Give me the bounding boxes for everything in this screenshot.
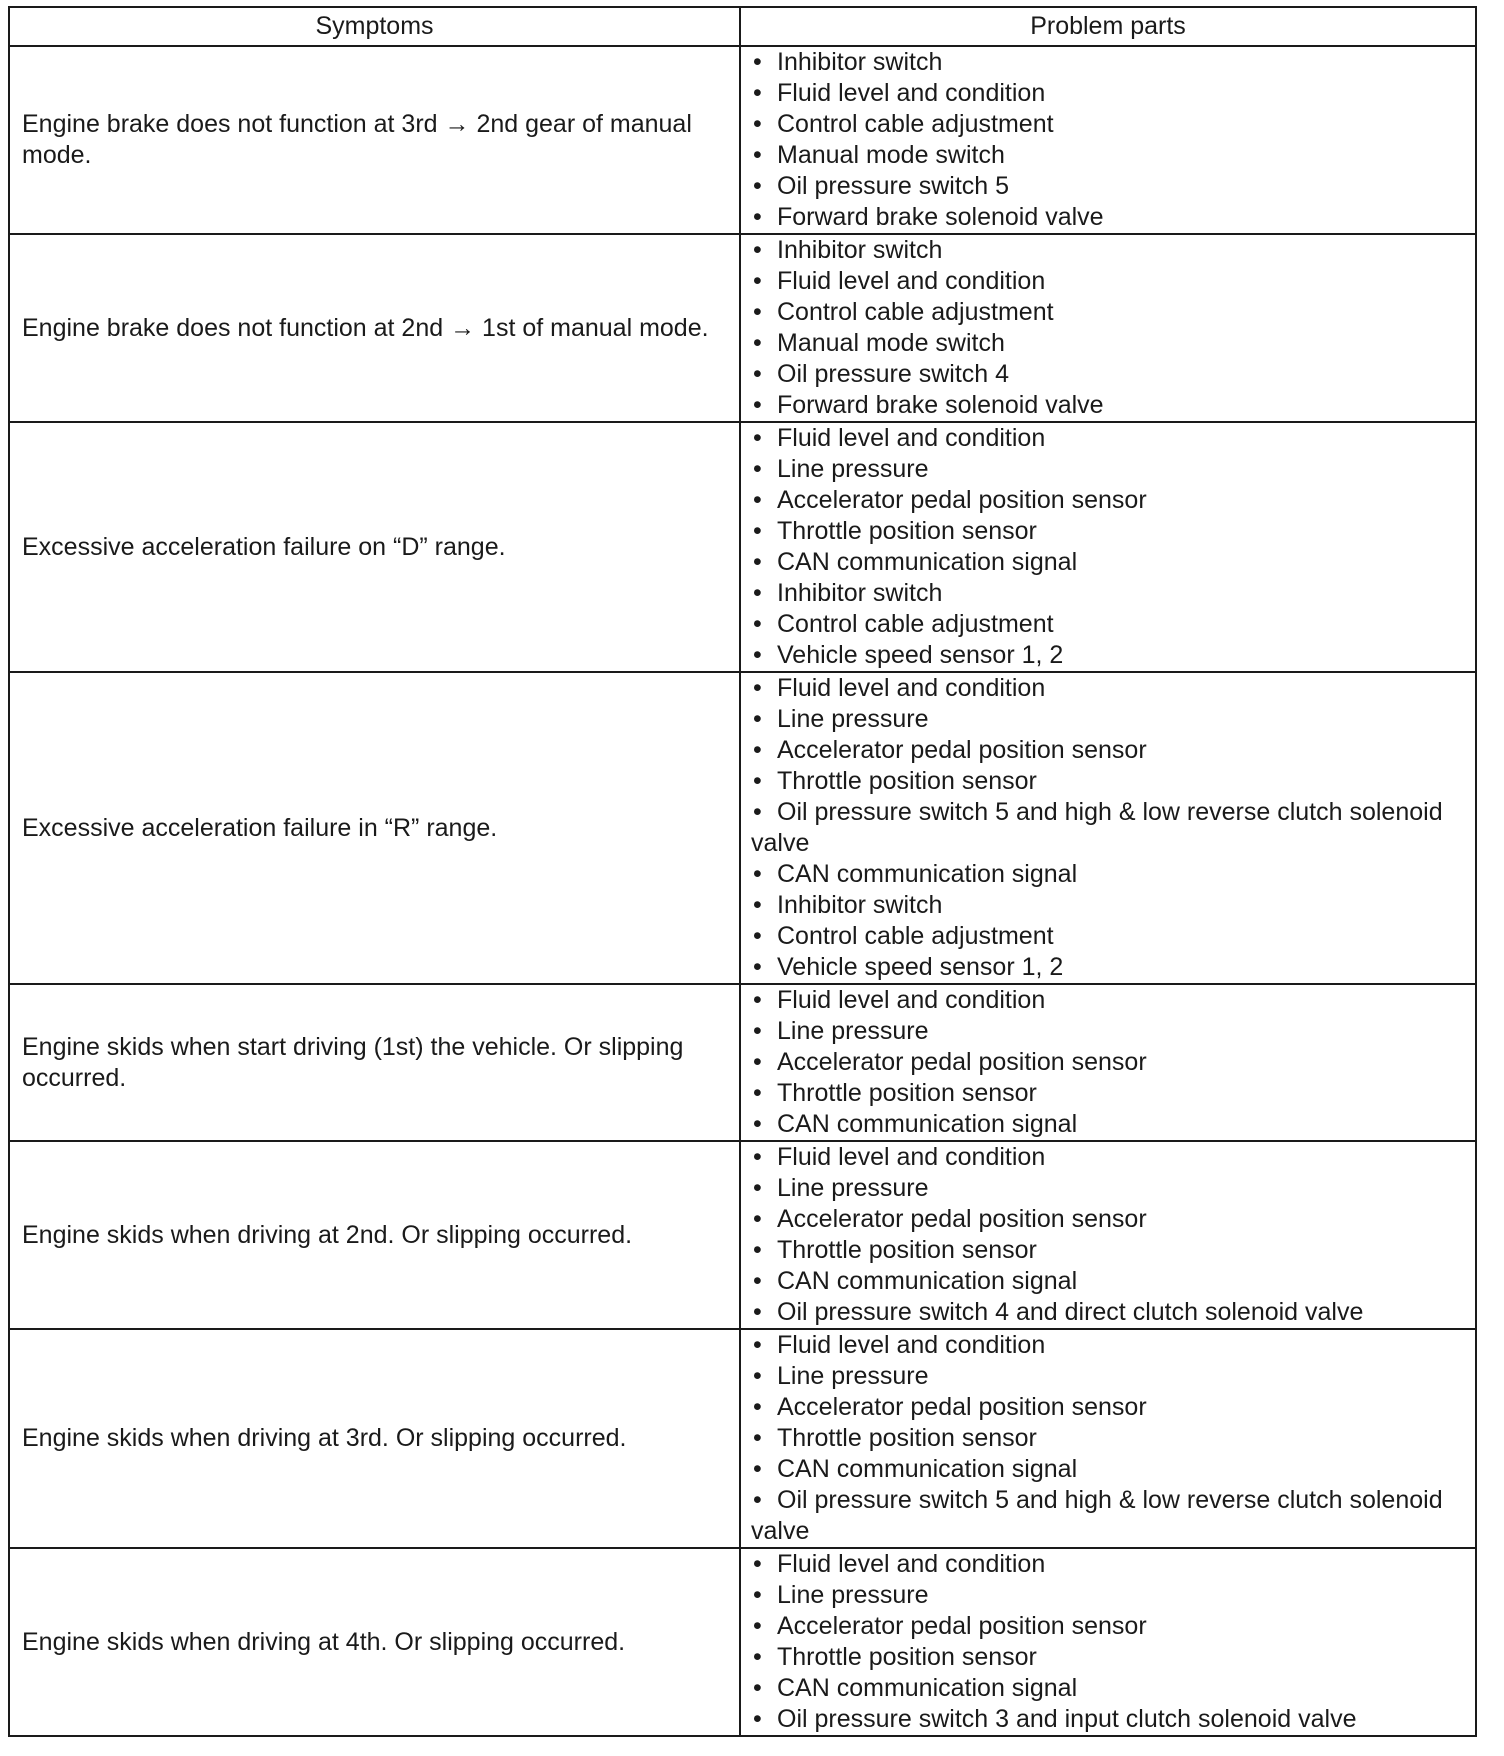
problem-parts-cell xyxy=(740,46,1476,234)
bullet-icon: • xyxy=(753,798,762,826)
list-item xyxy=(751,673,1465,704)
problem-part-text: Fluid level and condition xyxy=(777,1550,1046,1578)
bullet-icon: • xyxy=(753,1581,762,1609)
list-item xyxy=(751,423,1465,454)
list-item xyxy=(751,766,1465,797)
problem-part-text: Manual mode switch xyxy=(777,141,1005,169)
table-row xyxy=(9,984,1476,1141)
symptoms-column-header: Symptoms xyxy=(9,7,740,46)
table-row xyxy=(9,1329,1476,1548)
problem-part-text: CAN communication signal xyxy=(777,1110,1078,1138)
list-item xyxy=(751,140,1465,171)
symptom-cell: Excessive acceleration failure on “D” range. xyxy=(9,422,740,672)
symptom-cell: Engine skids when driving at 2nd. Or slipping occurred. xyxy=(9,1141,740,1329)
list-item xyxy=(751,1392,1465,1423)
bullet-icon: • xyxy=(753,922,762,950)
problem-part-text: Oil pressure switch 4 and direct clutch solenoid valve xyxy=(777,1298,1364,1326)
problem-parts-cell xyxy=(740,422,1476,672)
problem-parts-cell xyxy=(740,234,1476,422)
list-item xyxy=(751,235,1465,266)
problem-parts-list xyxy=(751,1330,1465,1547)
problem-parts-list xyxy=(751,1549,1465,1735)
problem-part-text: Accelerator pedal position sensor xyxy=(777,736,1147,764)
table-row xyxy=(9,672,1476,984)
problem-part-text: Fluid level and condition xyxy=(777,79,1046,107)
table-row xyxy=(9,422,1476,672)
bullet-icon: • xyxy=(753,641,762,669)
list-item xyxy=(751,328,1465,359)
problem-parts-list xyxy=(751,673,1465,983)
list-item xyxy=(751,171,1465,202)
problem-part-text: Fluid level and condition xyxy=(777,1331,1046,1359)
bullet-icon: • xyxy=(753,267,762,295)
list-item xyxy=(751,1078,1465,1109)
problem-part-text: Accelerator pedal position sensor xyxy=(777,486,1147,514)
bullet-icon: • xyxy=(753,986,762,1014)
list-item xyxy=(751,1297,1465,1328)
list-item xyxy=(751,1266,1465,1297)
document-page xyxy=(8,6,1475,1737)
symptom-cell: Engine brake does not function at 3rd → 2nd gear of manual mode. xyxy=(9,46,740,234)
symptom-cell: Engine brake does not function at 2nd → 1st of manual mode. xyxy=(9,234,740,422)
bullet-icon: • xyxy=(753,1298,762,1326)
bullet-icon: • xyxy=(753,79,762,107)
problem-part-text: Throttle position sensor xyxy=(777,1643,1037,1671)
symptom-cell: Engine skids when driving at 3rd. Or slipping occurred. xyxy=(9,1329,740,1548)
bullet-icon: • xyxy=(753,1674,762,1702)
problem-part-text: Inhibitor switch xyxy=(777,236,943,264)
list-item xyxy=(751,516,1465,547)
problem-part-text: Accelerator pedal position sensor xyxy=(777,1048,1147,1076)
problem-part-text: Throttle position sensor xyxy=(777,1424,1037,1452)
bullet-icon: • xyxy=(753,1048,762,1076)
list-item xyxy=(751,1454,1465,1485)
problem-part-text: Oil pressure switch 5 xyxy=(777,172,1010,200)
list-item xyxy=(751,1423,1465,1454)
bullet-icon: • xyxy=(753,172,762,200)
list-item xyxy=(751,109,1465,140)
problem-part-text: Fluid level and condition xyxy=(777,267,1046,295)
list-item xyxy=(751,985,1465,1016)
bullet-icon: • xyxy=(753,236,762,264)
list-item xyxy=(751,1142,1465,1173)
list-item xyxy=(751,1549,1465,1580)
list-item xyxy=(751,1235,1465,1266)
list-item xyxy=(751,1611,1465,1642)
bullet-icon: • xyxy=(753,1705,762,1733)
list-item xyxy=(751,1109,1465,1140)
table-row xyxy=(9,1141,1476,1329)
problem-parts-list xyxy=(751,423,1465,671)
bullet-icon: • xyxy=(753,1079,762,1107)
bullet-icon: • xyxy=(753,705,762,733)
list-item xyxy=(751,547,1465,578)
bullet-icon: • xyxy=(753,360,762,388)
list-item xyxy=(751,202,1465,233)
table-row xyxy=(9,234,1476,422)
bullet-icon: • xyxy=(753,1393,762,1421)
problem-part-text: Throttle position sensor xyxy=(777,767,1037,795)
list-item xyxy=(751,859,1465,890)
symptoms-table xyxy=(8,6,1477,1737)
bullet-icon: • xyxy=(753,1612,762,1640)
bullet-icon: • xyxy=(753,767,762,795)
problem-parts-column-header: Problem parts xyxy=(740,7,1476,46)
list-item xyxy=(751,1361,1465,1392)
problem-part-text: Throttle position sensor xyxy=(777,517,1037,545)
list-item xyxy=(751,1016,1465,1047)
bullet-icon: • xyxy=(753,1205,762,1233)
bullet-icon: • xyxy=(753,1017,762,1045)
problem-part-text: Control cable adjustment xyxy=(777,298,1054,326)
bullet-icon: • xyxy=(753,455,762,483)
bullet-icon: • xyxy=(753,1110,762,1138)
bullet-icon: • xyxy=(753,329,762,357)
list-item xyxy=(751,890,1465,921)
list-item xyxy=(751,640,1465,671)
problem-part-text: Control cable adjustment xyxy=(777,110,1054,138)
list-item xyxy=(751,1485,1465,1547)
bullet-icon: • xyxy=(753,1424,762,1452)
problem-part-text: Accelerator pedal position sensor xyxy=(777,1205,1147,1233)
bullet-icon: • xyxy=(753,891,762,919)
table-row xyxy=(9,46,1476,234)
bullet-icon: • xyxy=(753,486,762,514)
bullet-icon: • xyxy=(753,1486,762,1514)
problem-part-text: Fluid level and condition xyxy=(777,674,1046,702)
problem-part-text: Line pressure xyxy=(777,1174,929,1202)
problem-part-text: Line pressure xyxy=(777,1017,929,1045)
list-item xyxy=(751,359,1465,390)
problem-part-text: CAN communication signal xyxy=(777,1455,1078,1483)
problem-part-text: Fluid level and condition xyxy=(777,986,1046,1014)
list-item xyxy=(751,1173,1465,1204)
bullet-icon: • xyxy=(753,953,762,981)
problem-part-text: CAN communication signal xyxy=(777,548,1078,576)
list-item xyxy=(751,1704,1465,1735)
list-item xyxy=(751,266,1465,297)
bullet-icon: • xyxy=(753,736,762,764)
problem-part-text: CAN communication signal xyxy=(777,860,1078,888)
bullet-icon: • xyxy=(753,1550,762,1578)
problem-parts-list xyxy=(751,985,1465,1140)
problem-part-text: Oil pressure switch 5 and high & low reverse clutch solenoid valve xyxy=(751,1486,1443,1545)
problem-part-text: Line pressure xyxy=(777,1362,929,1390)
problem-part-text: Oil pressure switch 4 xyxy=(777,360,1010,388)
bullet-icon: • xyxy=(753,674,762,702)
problem-part-text: Fluid level and condition xyxy=(777,1143,1046,1171)
symptom-cell: Engine skids when start driving (1st) the vehicle. Or slipping occurred. xyxy=(9,984,740,1141)
bullet-icon: • xyxy=(753,391,762,419)
list-item xyxy=(751,1673,1465,1704)
list-item xyxy=(751,735,1465,766)
list-item xyxy=(751,1580,1465,1611)
list-item xyxy=(751,485,1465,516)
problem-part-text: Inhibitor switch xyxy=(777,48,943,76)
list-item xyxy=(751,47,1465,78)
list-item xyxy=(751,1330,1465,1361)
problem-part-text: Throttle position sensor xyxy=(777,1236,1037,1264)
problem-parts-cell xyxy=(740,1329,1476,1548)
header-row xyxy=(9,7,1476,46)
problem-part-text: Vehicle speed sensor 1, 2 xyxy=(777,641,1064,669)
bullet-icon: • xyxy=(753,203,762,231)
problem-parts-cell xyxy=(740,984,1476,1141)
bullet-icon: • xyxy=(753,141,762,169)
problem-parts-list xyxy=(751,47,1465,233)
bullet-icon: • xyxy=(753,1331,762,1359)
list-item xyxy=(751,454,1465,485)
problem-parts-cell xyxy=(740,1141,1476,1329)
list-item xyxy=(751,1642,1465,1673)
bullet-icon: • xyxy=(753,110,762,138)
bullet-icon: • xyxy=(753,1174,762,1202)
bullet-icon: • xyxy=(753,548,762,576)
problem-part-text: Line pressure xyxy=(777,455,929,483)
bullet-icon: • xyxy=(753,1643,762,1671)
symptom-cell: Engine skids when driving at 4th. Or slipping occurred. xyxy=(9,1548,740,1736)
problem-parts-cell xyxy=(740,672,1476,984)
list-item xyxy=(751,390,1465,421)
bullet-icon: • xyxy=(753,48,762,76)
problem-part-text: Inhibitor switch xyxy=(777,891,943,919)
problem-part-text: CAN communication signal xyxy=(777,1674,1078,1702)
problem-parts-list xyxy=(751,235,1465,421)
list-item xyxy=(751,921,1465,952)
problem-parts-cell xyxy=(740,1548,1476,1736)
problem-part-text: Line pressure xyxy=(777,1581,929,1609)
problem-part-text: Line pressure xyxy=(777,705,929,733)
bullet-icon: • xyxy=(753,1362,762,1390)
bullet-icon: • xyxy=(753,610,762,638)
table-body xyxy=(9,46,1476,1736)
problem-part-text: Control cable adjustment xyxy=(777,922,1054,950)
bullet-icon: • xyxy=(753,298,762,326)
problem-part-text: CAN communication signal xyxy=(777,1267,1078,1295)
list-item xyxy=(751,704,1465,735)
problem-part-text: Fluid level and condition xyxy=(777,424,1046,452)
problem-part-text: Vehicle speed sensor 1, 2 xyxy=(777,953,1064,981)
bullet-icon: • xyxy=(753,1267,762,1295)
table-row xyxy=(9,1548,1476,1736)
bullet-icon: • xyxy=(753,424,762,452)
list-item xyxy=(751,952,1465,983)
problem-part-text: Forward brake solenoid valve xyxy=(777,203,1104,231)
bullet-icon: • xyxy=(753,1236,762,1264)
bullet-icon: • xyxy=(753,579,762,607)
list-item xyxy=(751,609,1465,640)
problem-part-text: Accelerator pedal position sensor xyxy=(777,1393,1147,1421)
list-item xyxy=(751,297,1465,328)
symptom-cell: Excessive acceleration failure in “R” range. xyxy=(9,672,740,984)
problem-parts-list xyxy=(751,1142,1465,1328)
list-item xyxy=(751,1204,1465,1235)
problem-part-text: Oil pressure switch 5 and high & low reverse clutch solenoid valve xyxy=(751,798,1443,857)
bullet-icon: • xyxy=(753,517,762,545)
problem-part-text: Accelerator pedal position sensor xyxy=(777,1612,1147,1640)
problem-part-text: Control cable adjustment xyxy=(777,610,1054,638)
problem-part-text: Oil pressure switch 3 and input clutch solenoid valve xyxy=(777,1705,1357,1733)
problem-part-text: Forward brake solenoid valve xyxy=(777,391,1104,419)
bullet-icon: • xyxy=(753,1455,762,1483)
list-item xyxy=(751,1047,1465,1078)
problem-part-text: Inhibitor switch xyxy=(777,579,943,607)
list-item xyxy=(751,797,1465,859)
bullet-icon: • xyxy=(753,860,762,888)
list-item xyxy=(751,578,1465,609)
table-header xyxy=(9,7,1476,46)
bullet-icon: • xyxy=(753,1143,762,1171)
problem-part-text: Manual mode switch xyxy=(777,329,1005,357)
problem-part-text: Throttle position sensor xyxy=(777,1079,1037,1107)
list-item xyxy=(751,78,1465,109)
